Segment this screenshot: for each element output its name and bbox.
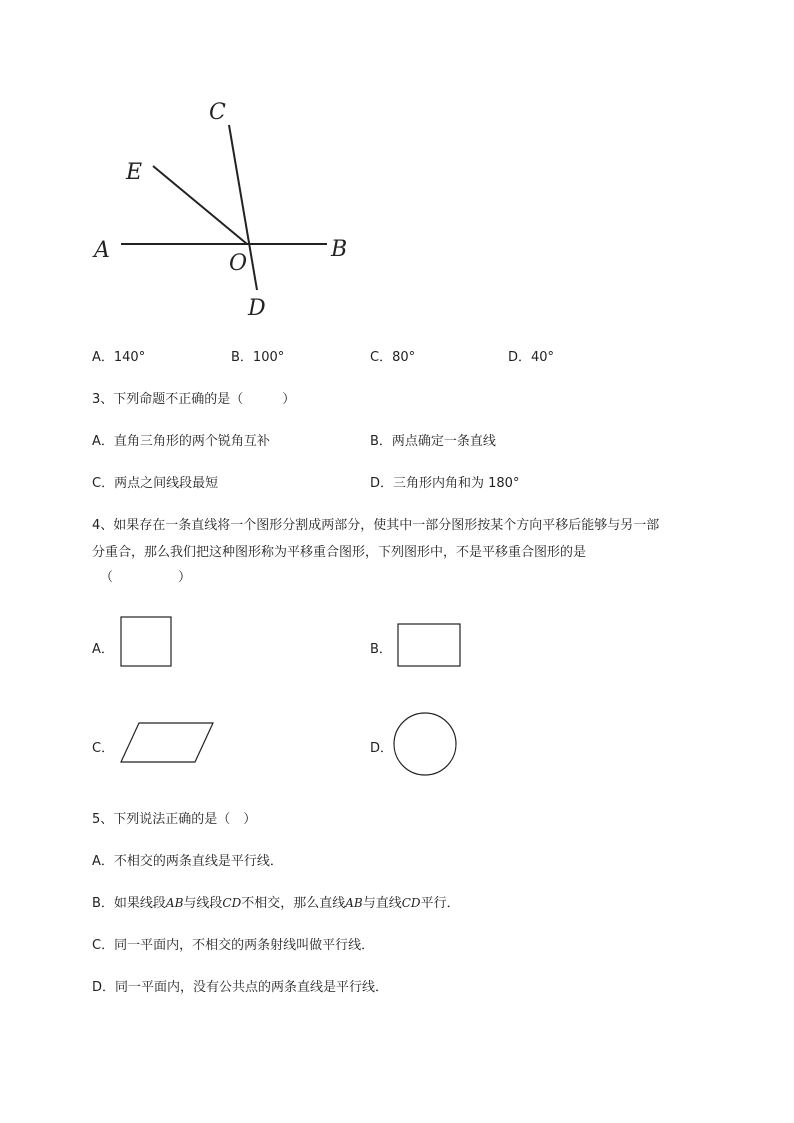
q5-option-d[interactable]: D．同一平面内，没有公共点的两条直线是平行线． [92,980,389,995]
q5-b-text-3: 不相交，那么直线 [241,896,346,911]
q3-option-c[interactable]: C．两点之间线段最短 [92,476,219,491]
q5-b-text-1: B．如果线段 [92,896,166,911]
q4-option-d-label[interactable]: D． [370,741,394,756]
q3-option-d[interactable]: D．三角形内角和为 180° [370,476,520,491]
q5-option-a[interactable]: A．不相交的两条直线是平行线． [92,854,283,869]
q4-option-c-label[interactable]: C． [92,741,115,756]
label-b: B [331,237,348,262]
q5-option-c[interactable]: C．同一平面内，不相交的两条射线叫做平行线． [92,938,375,953]
q4-stem-line1: 4、如果存在一条直线将一个图形分割成两部分，使其中一部分图形按某个方向平移后能够与另一部 [92,518,660,533]
label-c: C [209,100,226,125]
q2-option-d[interactable]: D．40° [508,350,555,365]
q5-option-b[interactable] [92,892,460,911]
label-e: E [126,160,143,185]
q2-option-b[interactable]: B．100° [231,350,285,365]
circle-shape [394,713,456,775]
q4-option-a-label[interactable]: A． [92,642,114,657]
q3-option-a[interactable]: A．直角三角形的两个锐角互补 [92,434,270,449]
q3-stem: 3、下列命题不正确的是（ ） [92,392,296,407]
label-a: A [94,238,110,263]
label-d: D [248,296,266,321]
q5-b-seg-ab-2: AB [345,896,363,910]
q4-stem-line3: （ ） [100,570,192,585]
q3-option-b[interactable]: B．两点确定一条直线 [370,434,496,449]
label-o: O [229,251,248,276]
q5-b-seg-cd-2: CD [401,896,421,910]
q5-b-seg-ab-1: AB [165,896,184,910]
q4-option-b-label[interactable]: B． [370,642,392,657]
square-shape [121,617,171,666]
q5-b-text-5: 平行． [420,896,460,911]
q2-option-c[interactable]: C．80° [370,350,416,365]
parallelogram-shape [121,723,213,762]
q5-b-seg-cd-1: CD [222,896,242,910]
q4-stem-line2: 分重合，那么我们把这种图形称为平移重合图形，下列图形中，不是平移重合图形的是 [92,545,587,560]
rectangle-shape [398,624,460,666]
q5-b-text-2: 与线段 [183,896,223,911]
q5-b-text-4: 与直线 [362,896,402,911]
q2-option-a[interactable]: A．140° [92,350,146,365]
q5-stem: 5、下列说法正确的是（ ） [92,812,257,827]
